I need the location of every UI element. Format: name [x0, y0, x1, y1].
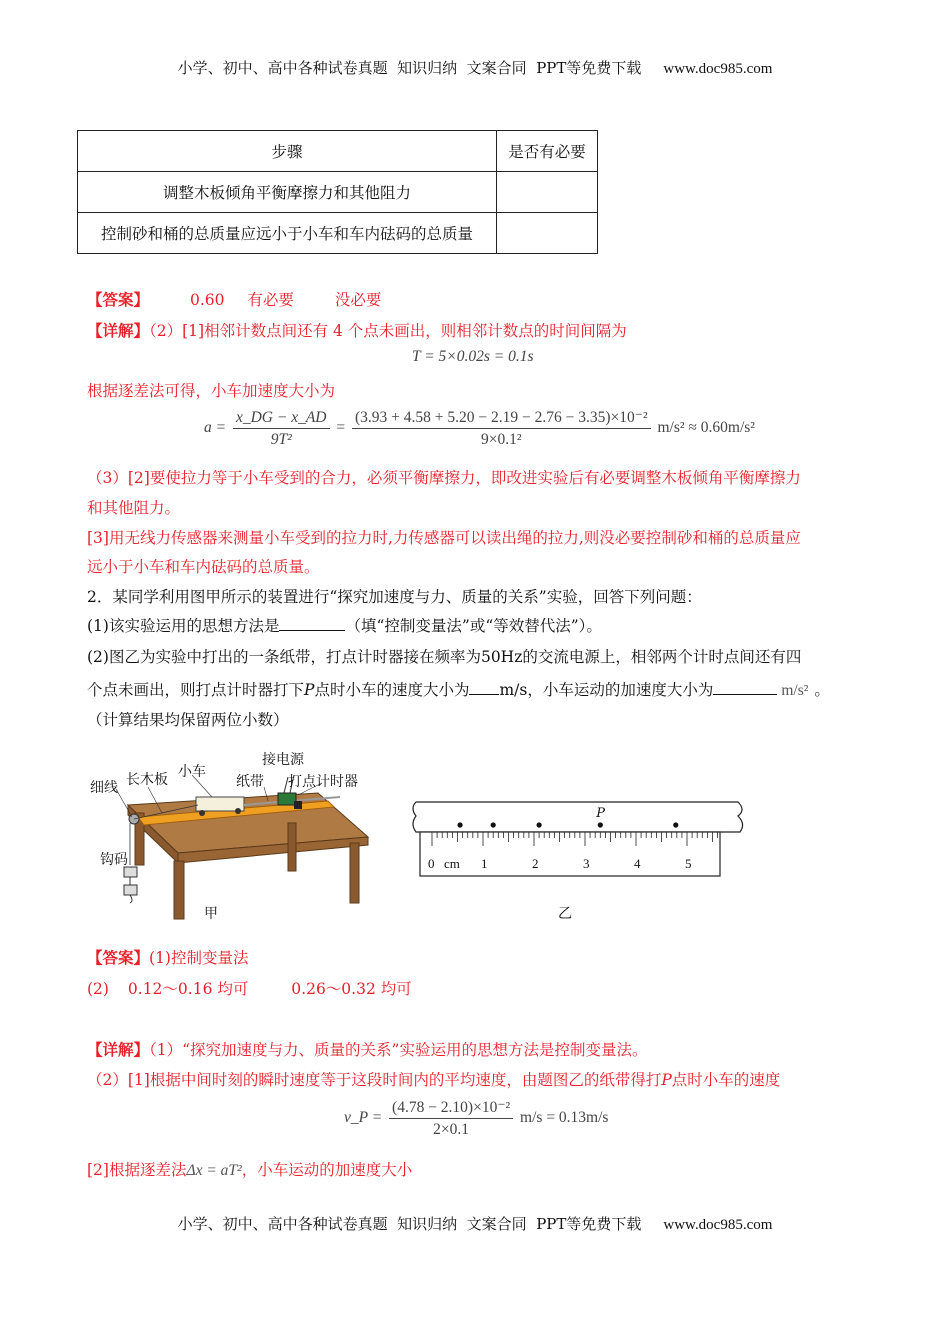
question-2-part2: [87, 678, 830, 700]
answer-value: 有必要: [247, 291, 294, 309]
detail-text: 点时小车的速度: [671, 1071, 781, 1089]
detail-text: （2）[1]相邻计数点间还有 4 个点未画出，则相邻计数点的时间间隔为: [149, 322, 627, 340]
footer-text: 小学、初中、高中各种试卷真题 知识归纳 文案合同 PPT等免费下载: [177, 1215, 642, 1233]
answer-value: 0.60: [189, 291, 225, 309]
eq-fraction: [389, 1098, 513, 1139]
question-2-part1: [87, 614, 602, 636]
figure-caption-jia: 甲: [204, 906, 218, 922]
unit-text: m/s²: [781, 682, 809, 699]
question-2-title: 2．某同学利用图甲所示的装置进行“探究加速度与力、质量的关系”实验，回答下列问题：: [87, 588, 702, 606]
header-text: 小学、初中、高中各种试卷真题 知识归纳 文案合同 PPT等免费下载: [177, 59, 642, 77]
answer-value: (1)控制变量法: [149, 949, 249, 967]
answer-blank[interactable]: [279, 616, 345, 631]
detail-tag: 【详解】: [87, 1040, 150, 1059]
equation-period: T = 5×0.02s = 0.1s: [412, 348, 534, 365]
question-text: (1)该实验运用的思想方法是: [87, 617, 280, 635]
figure-apparatus: [88, 745, 388, 925]
tick-label: 4: [634, 856, 641, 871]
detail-2-line3: [87, 1158, 412, 1180]
eq-fraction: [352, 408, 651, 449]
detail-text: （2）[1]根据中间时刻的瞬时速度等于这段时间内的平均速度，由题图乙的纸带得打: [87, 1071, 662, 1089]
tape-dot: [457, 822, 462, 827]
answer-tag: 【答案】: [87, 948, 150, 967]
question-text: m/s，小车运动的加速度大小为: [499, 681, 714, 699]
answer-tag: 【答案】: [87, 290, 150, 309]
question-text: （计算结果均保留两位小数）: [87, 711, 289, 729]
label-thread: 细线: [90, 780, 118, 796]
inline-equation: Δx = aT²: [186, 1162, 242, 1179]
table-row: [78, 172, 598, 213]
table-cell: 调整木板倾角平衡摩擦力和其他阻力: [78, 172, 497, 213]
eq-denominator: 9×0.1²: [481, 431, 522, 448]
point-label: P: [661, 1071, 672, 1089]
detail-text: （3）[2]要使拉力等于小车受到的合力，必须平衡摩擦力，即改进实验后有必要调整木板倾角平衡摩擦力: [87, 469, 801, 487]
detail-2-line: [87, 1038, 647, 1060]
label-weights: 钩码: [100, 852, 128, 868]
table-cell: [497, 213, 598, 254]
answer-number: (2): [87, 980, 109, 998]
tick-label: 3: [583, 856, 590, 871]
detail-text: （1）“探究加速度与力、质量的关系”实验运用的思想方法是控制变量法。: [149, 1041, 648, 1059]
question-text: 点时小车的速度大小为: [314, 681, 470, 699]
tape-dot: [491, 822, 496, 827]
eq-denominator: 2×0.1: [433, 1121, 470, 1138]
tick-label: 2: [532, 856, 539, 871]
answer-value: 没必要: [334, 291, 382, 309]
equation-acceleration: a = $\frac{x\_DG - x\_AD}{\text{9T²}}$ = $\frac{\text{(3.93 + 4.58 + 5.20 − 2.19 − 2.76 − 3.35)×10⁻²}}{\text{9×0.1²}}$ m/s² ≈ 0.60m/s²: [204, 408, 755, 448]
question-text: 。: [814, 681, 830, 699]
equation-velocity: [344, 1098, 608, 1139]
tick-label: 0: [428, 856, 435, 871]
answer-1: [87, 288, 381, 310]
eq-lhs: a =: [204, 419, 227, 437]
detail-text: ，小车运动的加速度大小: [241, 1161, 413, 1179]
footer-site: www.doc985.com: [663, 1217, 773, 1233]
detail-text: 根据逐差法可得，小车加速度大小为: [87, 382, 336, 400]
label-power: 接电源: [262, 752, 304, 768]
eq-numerator: (4.78 − 2.10)×10⁻²: [389, 1098, 513, 1119]
table-cell: 控制砂和桶的总质量应远小于小车和车内砝码的总质量: [78, 213, 497, 254]
detail-2-line2: [87, 1068, 780, 1090]
answer-2: [87, 946, 248, 968]
detail-text: 远小于小车和车内砝码的总质量。: [87, 558, 320, 576]
answer-blank[interactable]: [469, 680, 499, 695]
table-header-cell: 步骤: [78, 131, 497, 172]
table-row: [78, 213, 598, 254]
detail-text: [2]根据逐差法: [87, 1161, 187, 1179]
figure-caption-yi: 乙: [558, 906, 572, 922]
label-timer: 打点计时器: [288, 774, 358, 790]
eq-rhs: m/s = 0.13m/s: [520, 1109, 609, 1127]
point-label: P: [304, 681, 315, 699]
detail-1-line: [87, 319, 627, 341]
eq-rhs: m/s² ≈ 0.60m/s²: [657, 419, 755, 437]
answer-value: 0.12～0.16 均可: [127, 980, 249, 998]
label-point-p: P: [596, 806, 606, 821]
table-cell: [497, 172, 598, 213]
eq-numerator: x_DG − x_AD: [233, 409, 330, 429]
header-site: www.doc985.com: [663, 61, 773, 77]
eq-lhs: v_P =: [344, 1109, 383, 1127]
eq-fraction: [233, 409, 330, 449]
tick-label: 5: [685, 856, 692, 871]
answer-blank[interactable]: [713, 680, 777, 695]
question-text: （填“控制变量法”或“等效替代法”）。: [345, 617, 602, 635]
tick-label: 1: [481, 856, 488, 871]
page-footer: [0, 1213, 950, 1234]
answer-2-part2: [87, 977, 412, 999]
label-tape: 纸带: [236, 774, 264, 790]
tape-dot: [673, 822, 678, 827]
tape-dot: [598, 822, 603, 827]
steps-table: [77, 130, 598, 254]
detail-tag: 【详解】: [87, 321, 150, 340]
answer-value: 0.26～0.32 均可: [291, 980, 412, 998]
label-board: 长木板: [126, 772, 168, 788]
question-text: (2)图乙为实验中打出的一条纸带，打点计时器接在频率为50Hz的交流电源上，相邻两个计时点间还有四: [87, 648, 802, 666]
question-text: 个点未画出，则打点计时器打下: [87, 681, 305, 699]
page-header: [0, 57, 950, 78]
table-header-row: [78, 131, 598, 172]
tape-dot: [537, 822, 542, 827]
detail-text: 和其他阻力。: [87, 499, 181, 517]
figure-ruler: [408, 794, 750, 880]
eq-denominator: 9T²: [270, 430, 292, 448]
label-cart: 小车: [178, 764, 206, 780]
detail-text: [3]用无线力传感器来测量小车受到的拉力时,力传感器可以读出绳的拉力,则没必要控制砂和桶的总质量应: [87, 529, 801, 547]
eq-numerator: (3.93 + 4.58 + 5.20 − 2.19 − 2.76 − 3.35)×10⁻²: [352, 408, 651, 429]
table-header-cell: 是否有必要: [497, 131, 598, 172]
label-unit-cm: cm: [444, 856, 460, 871]
